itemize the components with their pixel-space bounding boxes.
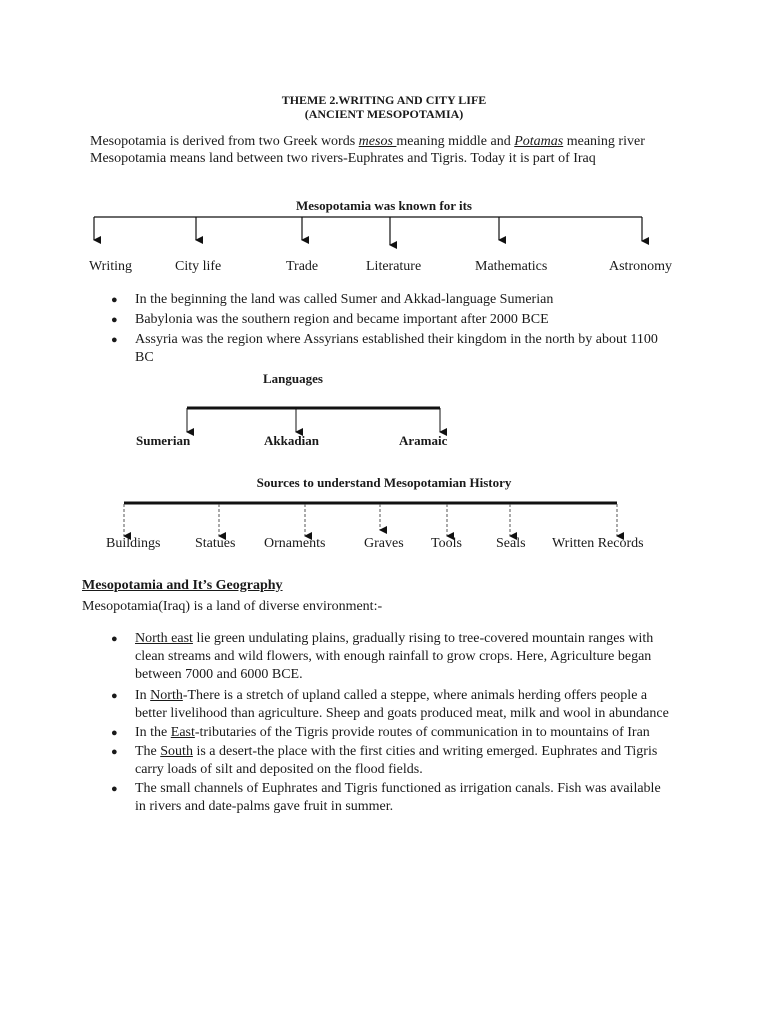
known-for-writing: Writing (89, 259, 132, 274)
word-mesos: mesos (358, 134, 397, 149)
fact-text: Assyria was the region where Assyrians established their kingdom in the north by about 1100 (135, 332, 658, 347)
source-graves: Graves (364, 536, 404, 551)
geo-text: clean streams and wild flowers, with enough rainfall to grow crops. Here, Agriculture began (135, 649, 652, 664)
bullet-icon: ● (111, 294, 118, 306)
geo-text: The small channels of Euphrates and Tigris functioned as irrigation canals. Fish was available (135, 781, 661, 796)
list-item (90, 743, 669, 779)
document-subtitle: (ANCIENT MESOPOTAMIA) (304, 107, 464, 121)
geography-heading: Mesopotamia and It’s Geography (82, 578, 283, 593)
intro-text: Mesopotamia is derived from two Greek words (90, 134, 359, 149)
fact-text: BC (135, 350, 154, 365)
sources-heading: Sources to understand Mesopotamian History (256, 475, 512, 490)
known-for-mathematics: Mathematics (475, 259, 548, 274)
known-for-trade: Trade (286, 259, 319, 274)
geo-text: -There is a stretch of upland called a steppe, where animals herding offers people a (182, 688, 648, 703)
geo-text: In the (135, 725, 171, 740)
intro-text: meaning river (563, 134, 645, 149)
geo-text: carry loads of silt and deposited on the flood fields. (135, 762, 423, 777)
intro-line-2: Mesopotamia means land between two rivers-Euphrates and Tigris. Today it is part of Iraq (90, 151, 596, 166)
bullet-icon: ● (111, 633, 118, 645)
source-tools: Tools (431, 536, 462, 551)
geo-text: lie green undulating plains, gradually rising to tree-covered mountain ranges with (192, 631, 654, 646)
geo-text: The (135, 744, 161, 759)
geo-text: -tributaries of the Tigris provide routes of communication in to mountains of Iran (194, 725, 650, 740)
source-buildings: Buildings (106, 536, 161, 551)
language-akkadian: Akkadian (264, 433, 319, 448)
bullet-icon: ● (111, 314, 118, 326)
list-item (90, 724, 669, 742)
list-item (90, 311, 658, 329)
bullet-icon: ● (111, 690, 118, 702)
languages-heading: Languages (263, 371, 323, 386)
list-item (90, 687, 669, 723)
region-south: South (160, 744, 193, 759)
source-statues: Statues (195, 536, 236, 551)
source-written-records: Written Records (552, 536, 644, 551)
language-sumerian: Sumerian (136, 433, 191, 448)
geography-list (90, 630, 669, 816)
fact-text: Babylonia was the southern region and became important after 2000 BCE (135, 312, 549, 327)
region-north-east: North east (135, 631, 193, 646)
region-north: North (150, 688, 183, 703)
known-for-heading: Mesopotamia was known for its (296, 198, 472, 213)
source-seals: Seals (496, 536, 526, 551)
bullet-icon: ● (111, 783, 118, 795)
list-item (90, 630, 669, 684)
region-east: East (170, 725, 195, 740)
list-item (90, 331, 658, 367)
bullet-icon: ● (111, 727, 118, 739)
bullet-icon: ● (111, 746, 118, 758)
geo-text: in rivers and date-palms gave fruit in summer. (135, 799, 394, 814)
language-aramaic: Aramaic (399, 433, 448, 448)
list-item (90, 291, 658, 309)
geo-text: between 7000 and 6000 BCE. (135, 667, 303, 682)
known-for-city-life: City life (175, 259, 222, 274)
geography-intro: Mesopotamia(Iraq) is a land of diverse environment:- (82, 599, 383, 614)
geo-text: is a desert-the place with the first cities and writing emerged. Euphrates and Tigris (192, 744, 658, 759)
geo-text: better livelihood than agriculture. Sheep and goats produced meat, milk and wool in abundance (135, 706, 669, 721)
word-potamas: Potamas (514, 134, 564, 149)
source-ornaments: Ornaments (264, 536, 326, 551)
bullet-icon: ● (111, 334, 118, 346)
intro-text: meaning middle and (396, 134, 515, 149)
list-item (90, 780, 669, 816)
document-title: THEME 2.WRITING AND CITY LIFE (281, 93, 487, 107)
known-for-astronomy: Astronomy (609, 259, 672, 274)
facts-list (90, 291, 658, 367)
fact-text: In the beginning the land was called Sumer and Akkad-language Sumerian (135, 292, 554, 307)
geo-text: In (135, 688, 151, 703)
known-for-literature: Literature (366, 259, 422, 274)
